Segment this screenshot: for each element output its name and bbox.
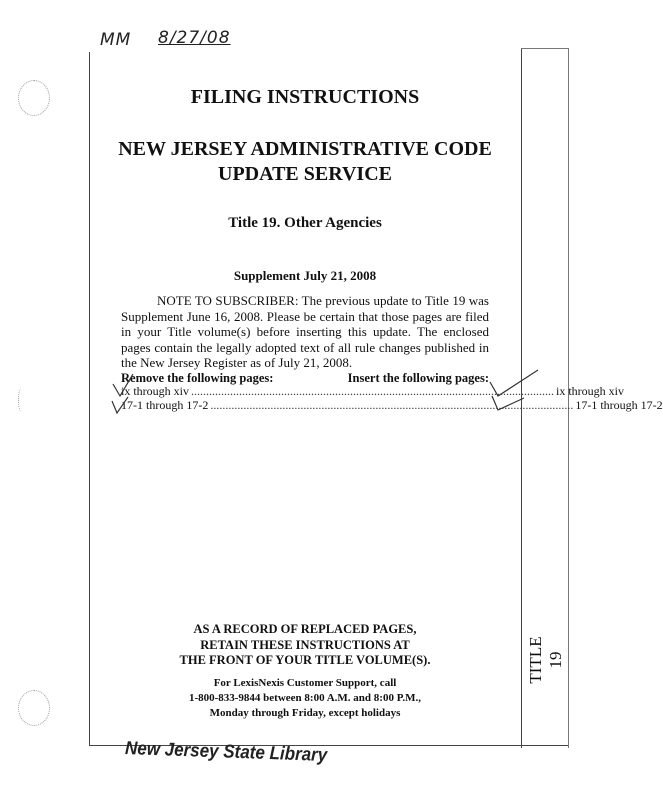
checkmark-left-2 <box>110 395 130 415</box>
record-line-2: RETAIN THESE INSTRUCTIONS AT <box>200 637 410 652</box>
document-subtitle <box>89 137 521 187</box>
support-line-3: Monday through Friday, except holidays <box>209 707 401 719</box>
remove-pages: ix through xiv <box>121 384 189 398</box>
record-line-3: THE FRONT OF YOUR TITLE VOLUME(S). <box>179 653 431 667</box>
subtitle-line-1: NEW JERSEY ADMINISTRATIVE CODE <box>118 138 492 160</box>
tab-label: TITLE 19 <box>526 636 565 684</box>
record-instructions <box>89 622 521 669</box>
tab-border-top <box>521 48 568 49</box>
note-to-subscriber: NOTE TO SUBSCRIBER: The previous update to Title 19 was Supplement June 16, 2008. Please be certain that those pages are filed in your Title volume(s) before inserting this update. The enclosed pages contain the legally adopted text of all rule changes published in the New Jersey Register as of July 21, 2008. <box>121 293 489 371</box>
supplement-date: Supplement July 21, 2008 <box>233 268 377 283</box>
record-line-1: AS A RECORD OF REPLACED PAGES, <box>193 622 417 636</box>
binder-hole-bottom <box>18 690 50 726</box>
title-heading: Title 19. Other Agencies <box>228 215 382 231</box>
leader-dots: ......................................................................................................................... <box>191 384 554 398</box>
insert-pages: 17-1 through 17-2 <box>575 398 663 412</box>
subtitle-line-2: UPDATE SERVICE <box>218 163 392 185</box>
customer-support <box>89 676 521 721</box>
leader-dots: ......................................................................................................................... <box>210 398 574 412</box>
insert-pages-heading: Insert the following pages: <box>347 371 489 385</box>
support-line-1: For LexisNexis Customer Support, call <box>213 677 397 689</box>
page-row <box>121 384 624 399</box>
binder-hole-top <box>18 80 50 116</box>
library-stamp: New Jersey State Library <box>124 737 328 766</box>
remove-pages: 17-1 through 17-2 <box>121 398 209 412</box>
remove-pages-heading: Remove the following pages: <box>121 371 274 385</box>
binder-hole-middle <box>18 388 25 412</box>
document-title: FILING INSTRUCTIONS <box>190 86 420 108</box>
handwritten-initials: MM <box>100 30 132 50</box>
support-line-2: 1-800-833-9844 between 8:00 A.M. and 8:00 P.M., <box>188 692 422 704</box>
handwritten-date: 8/27/08 <box>158 28 231 48</box>
insert-pages: ix through xiv <box>556 384 624 398</box>
checkmark-right-2 <box>490 392 526 414</box>
page-row <box>121 398 663 413</box>
